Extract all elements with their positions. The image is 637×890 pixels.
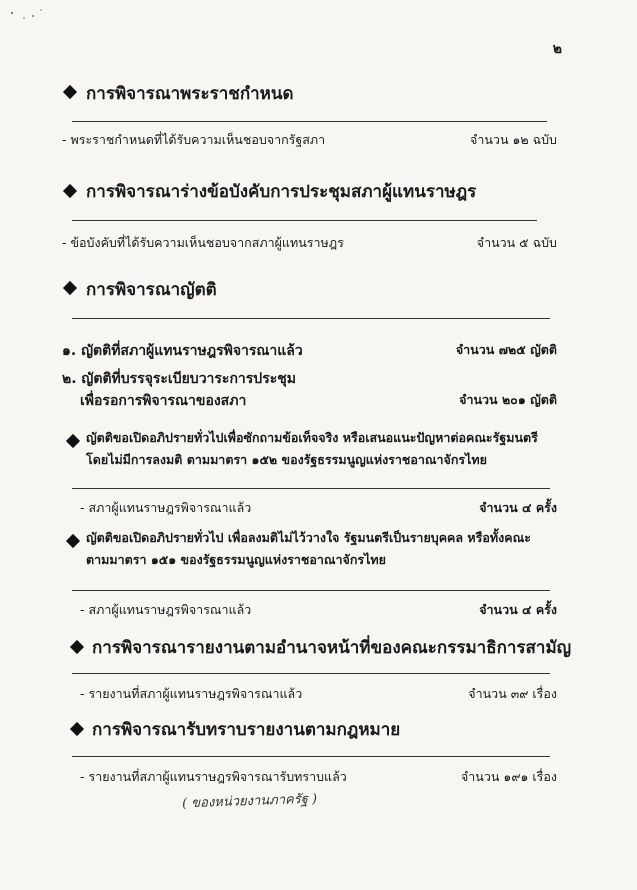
- divider: [72, 220, 537, 221]
- list-item-text: - รายงานที่สภาผู้แทนราษฎรพิจารณาแล้ว: [80, 686, 303, 701]
- list-item-amount: จำนวน ๔ ครั้ง: [479, 602, 557, 617]
- motion-item-text: ๑. ญัตติที่สภาผู้แทนราษฎรพิจารณาแล้ว: [62, 343, 303, 359]
- list-item-text: - สภาผู้แทนราษฎรพิจารณาแล้ว: [80, 602, 252, 617]
- list-item-amount: จำนวน ๑๒ ฉบับ: [470, 132, 557, 147]
- list-item-text: - พระราชกำหนดที่ได้รับความเห็นชอบจากรัฐสภา: [62, 132, 326, 147]
- divider: [72, 318, 550, 319]
- section-heading-committee-reports: การพิจารณารายงานตามอำนาจหน้าที่ของคณะกรรมาธิการสามัญ: [92, 638, 572, 658]
- subsection-title-line: ตามมาตรา ๑๕๑ ของรัฐธรรมนูญแห่งราชอาณาจักรไทย: [86, 552, 386, 567]
- section-heading-legal-reports: การพิจารณารับทราบรายงานตามกฎหมาย: [92, 720, 401, 740]
- subsection-title-line: ญัตติขอเปิดอภิปรายทั่วไป เพื่อลงมติไม่ไว้วางใจ รัฐมนตรีเป็นรายบุคคล หรือทั้งคณะ: [86, 530, 531, 545]
- list-item-text: - ข้อบังคับที่ได้รับความเห็นชอบจากสภาผู้แทนราษฎร: [62, 235, 344, 250]
- motion-item-amount: จำนวน ๒๐๑ ญัตติ: [459, 392, 557, 407]
- diamond-bullet-icon: [63, 184, 77, 198]
- subsection-title: [86, 527, 531, 571]
- diamond-bullet-icon: [63, 85, 77, 99]
- diamond-bullet-icon: [63, 281, 77, 295]
- divider: [72, 673, 550, 674]
- page-number: ๒: [552, 41, 562, 57]
- divider: [72, 488, 550, 489]
- diamond-bullet-icon: [66, 434, 80, 448]
- list-item-amount: จำนวน ๓๙ เรื่อง: [468, 686, 557, 701]
- divider: [72, 121, 547, 122]
- section-heading-motions: การพิจารณาญัตติ: [86, 280, 217, 300]
- motion-item-text: ๒. ญัตติที่บรรจุระเบียบวาระการประชุม: [62, 371, 296, 387]
- list-item-text: - สภาผู้แทนราษฎรพิจารณาแล้ว: [80, 500, 252, 515]
- divider: [72, 590, 550, 591]
- diamond-bullet-icon: [70, 722, 84, 736]
- list-item-amount: จำนวน ๕ ฉบับ: [476, 235, 557, 250]
- subsection-title-line: ญัตติขอเปิดอภิปรายทั่วไปเพื่อซักถามข้อเท็จจริง หรือเสนอแนะปัญหาต่อคณะรัฐมนตรี: [86, 430, 538, 445]
- list-item-amount: จำนวน ๔ ครั้ง: [479, 500, 557, 515]
- motion-item-amount: จำนวน ๗๒๕ ญัตติ: [455, 342, 557, 357]
- motion-item-text-continued: เพื่อรอการพิจารณาของสภา: [80, 393, 247, 409]
- section-heading-rules-of-procedure: การพิจารณาร่างข้อบังคับการประชุมสภาผู้แทนราษฎร: [86, 182, 477, 202]
- divider: [72, 756, 550, 757]
- subsection-title-line: โดยไม่มีการลงมติ ตามมาตรา ๑๕๒ ของรัฐธรรมนูญแห่งราชอาณาจักรไทย: [86, 452, 487, 467]
- diamond-bullet-icon: [66, 534, 80, 548]
- section-heading-royal-decree: การพิจารณาพระราชกำหนด: [86, 84, 294, 104]
- scan-specks: [0, 0, 60, 30]
- list-item-text: - รายงานที่สภาผู้แทนราษฎรพิจารณารับทราบแล้ว: [80, 769, 347, 784]
- diamond-bullet-icon: [70, 640, 84, 654]
- subsection-title: [86, 427, 538, 471]
- handwritten-note: ( ของหน่วยงานภาครัฐ ): [181, 791, 318, 812]
- list-item-amount: จำนวน ๑๙๑ เรื่อง: [460, 769, 557, 784]
